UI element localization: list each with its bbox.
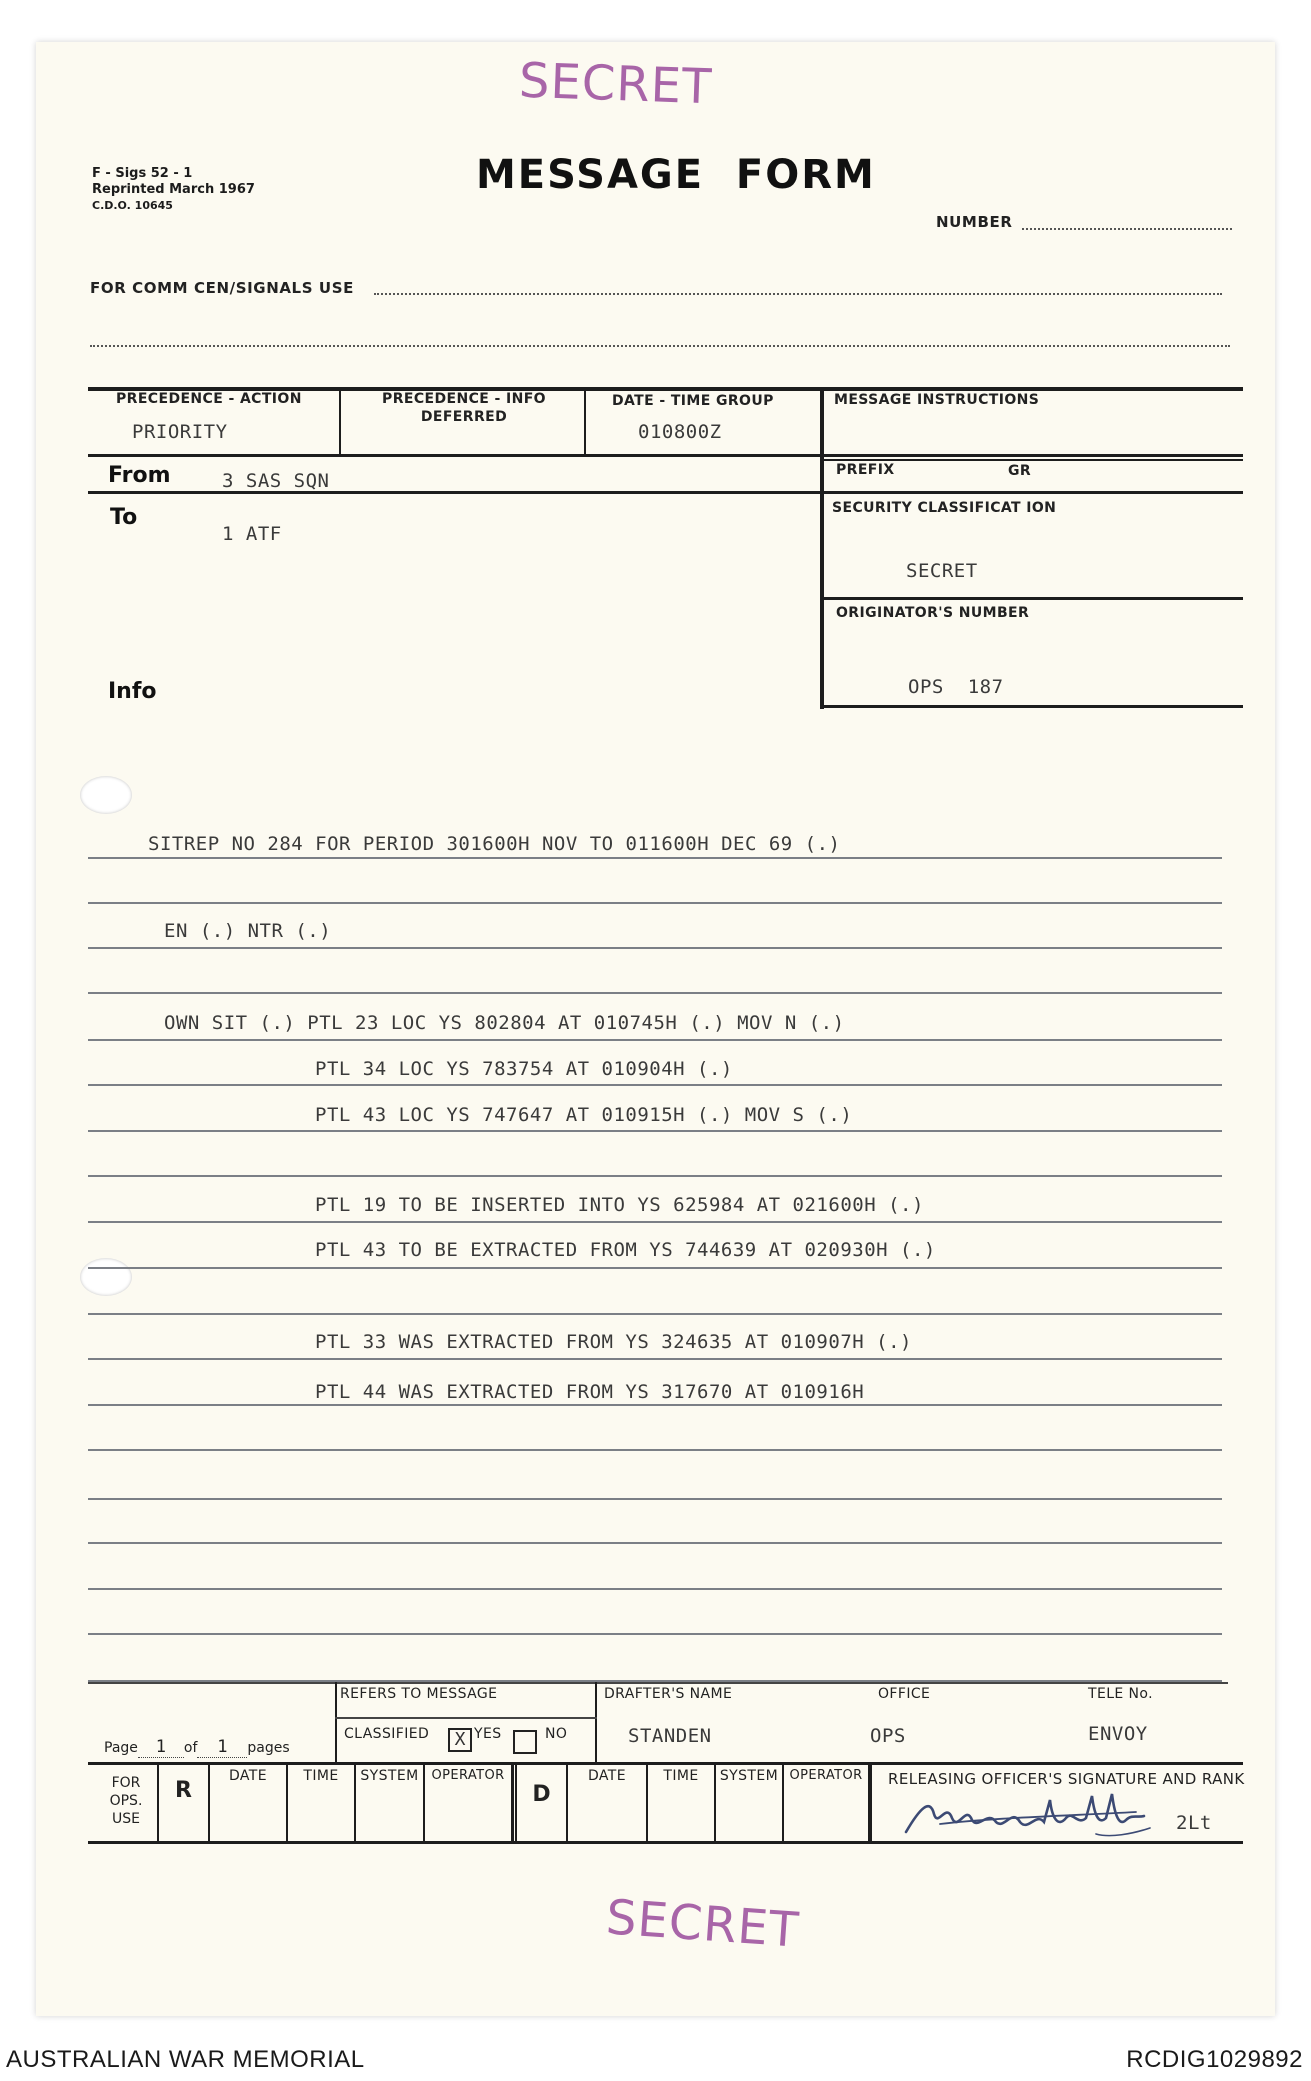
yes-label: YES [474,1726,502,1742]
officer-signature [900,1788,1160,1840]
ops-col-1 [157,1764,159,1842]
of-label: of [183,1740,198,1756]
from-label: From [108,463,171,488]
row-border-security [822,597,1243,600]
ops-col-6 [511,1764,514,1842]
message-line-4: PTL 34 LOC YS 783754 AT 010904H (.) [315,1058,733,1080]
rule-line [88,1175,1222,1177]
d-label: D [532,1782,551,1807]
officer-rank: 2Lt [1176,1812,1212,1834]
ops-use-top [88,1762,1243,1765]
message-line-1: SITREP NO 284 FOR PERIOD 301600H NOV TO 011600H DEC 69 (.) [148,833,841,855]
rule-line [88,947,1222,949]
releasing-officer-label: RELEASING OFFICER'S SIGNATURE AND RANK [888,1770,1245,1788]
r-date-label: DATE [228,1768,268,1784]
precedence-action-label: PRECEDENCE - ACTION [116,391,302,407]
rule-line [88,1267,1222,1269]
ops-use-line-3: USE [112,1811,140,1827]
table-divider-2 [584,389,586,455]
office-label: OFFICE [878,1686,931,1702]
classified-label: CLASSIFIED [344,1726,430,1742]
number-field-line [1022,228,1232,230]
archive-caption: AUSTRALIAN WAR MEMORIAL [6,2046,365,2073]
r-system-label: SYSTEM [360,1768,419,1784]
tele-number-label: TELE No. [1088,1686,1153,1702]
refers-rule [335,1717,597,1719]
classified-yes-checkbox[interactable]: X [448,1728,472,1752]
ops-use-line-1: FOR [111,1775,141,1791]
to-label: To [110,505,138,530]
rule-line [88,1130,1222,1132]
to-value: 1 ATF [222,523,282,545]
message-line-3: OWN SIT (.) PTL 23 LOC YS 802804 AT 010745H (.) MOV N (.) [164,1012,845,1034]
info-label: Info [108,679,157,704]
precedence-info-value: DEFERRED [420,409,508,425]
message-line-8: PTL 33 WAS EXTRACTED FROM YS 324635 AT 010907H (.) [315,1331,912,1353]
r-operator-label: OPERATOR [431,1768,505,1783]
record-id-caption: RCDIG1029892 [1126,2046,1303,2073]
rule-line [88,1542,1222,1544]
rule-line [88,992,1222,994]
secret-stamp-top: SECRET [518,52,714,116]
rule-line [88,1358,1222,1360]
number-label: NUMBER [936,213,1013,231]
bottom-top-rule [88,1682,1228,1684]
form-ref-line-2: Reprinted March 1967 [92,182,255,197]
office-value: OPS [870,1725,906,1747]
page-count [104,1737,290,1758]
r-label: R [175,1778,192,1803]
rule-line [88,857,1222,859]
d-date-label: DATE [587,1768,627,1784]
rule-line [88,1633,1222,1635]
rule-line [88,1313,1222,1315]
bottom-divider-1 [335,1682,337,1764]
originator-number-label: ORIGINATOR'S NUMBER [836,605,1030,621]
d-system-label: SYSTEM [719,1768,779,1784]
punch-hole-upper [80,776,132,814]
classified-no-checkbox[interactable] [513,1730,537,1754]
rule-line [88,1221,1222,1223]
page-current: 1 [155,1737,167,1757]
tele-number-value: ENVOY [1088,1723,1148,1745]
message-line-7: PTL 43 TO BE EXTRACTED FROM YS 744639 AT 020930H (.) [315,1239,936,1261]
message-line-9: PTL 44 WAS EXTRACTED FROM YS 317670 AT 010916H [315,1381,865,1403]
drafter-name-value: STANDEN [628,1725,712,1747]
for-ops-use-label [96,1774,156,1828]
no-label: NO [545,1726,568,1742]
form-title: MESSAGE FORM [476,152,876,198]
rule-line [88,1039,1222,1041]
d-operator-label: OPERATOR [789,1768,863,1783]
page-total: 1 [217,1737,228,1757]
rule-line [88,1449,1222,1451]
form-ref-line-3: C.D.O. 10645 [92,199,173,212]
gr-label: GR [1008,463,1032,479]
message-line-5: PTL 43 LOC YS 747647 AT 010915H (.) MOV S (.) [315,1104,853,1126]
drafter-name-label: DRAFTER'S NAME [604,1686,733,1702]
form-ref-line-1: F - Sigs 52 - 1 [92,166,193,181]
form-reference [92,166,255,214]
prefix-label: PREFIX [836,462,895,478]
ops-use-line-2: OPS. [109,1793,143,1809]
rule-line [88,1404,1222,1406]
table-divider-right [820,389,824,709]
comm-cen-label: FOR COMM CEN/SIGNALS USE [90,279,354,297]
message-line-6: PTL 19 TO BE INSERTED INTO YS 625984 AT 021600H (.) [315,1194,924,1216]
rule-line [88,1084,1222,1086]
comm-cen-line-2 [90,345,1230,347]
refers-to-message-label: REFERS TO MESSAGE [340,1686,498,1702]
ops-use-bottom [88,1841,1243,1844]
message-line-2: EN (.) NTR (.) [164,920,332,942]
message-instructions-label: MESSAGE INSTRUCTIONS [834,392,1040,408]
punch-hole-lower [80,1258,132,1296]
row-border-1b [822,459,1243,461]
pages-label: pages [247,1740,290,1756]
rule-line [88,1588,1222,1590]
row-border-originator [822,705,1243,708]
ops-col-11 [868,1764,872,1842]
row-border-1 [88,454,1243,457]
d-time-label: TIME [663,1768,699,1784]
security-classification-label: SECURITY CLASSIFICAT ION [832,500,1057,516]
originator-number-value: OPS 187 [908,676,1004,698]
comm-cen-line-1 [374,293,1222,295]
rule-line [88,902,1222,904]
dtg-value: 010800Z [638,421,722,443]
from-value: 3 SAS SQN [222,470,330,492]
security-classification-value: SECRET [906,560,978,582]
bottom-divider-2 [595,1682,597,1764]
r-time-label: TIME [303,1768,339,1784]
page-label: Page [104,1740,138,1756]
table-divider-1 [339,389,341,455]
precedence-action-value: PRIORITY [132,421,228,443]
secret-stamp-bottom: SECRET [604,1889,802,1959]
precedence-info-label: PRECEDENCE - INFO [382,391,546,407]
dtg-label: DATE - TIME GROUP [612,393,774,409]
rule-line [88,1498,1222,1500]
